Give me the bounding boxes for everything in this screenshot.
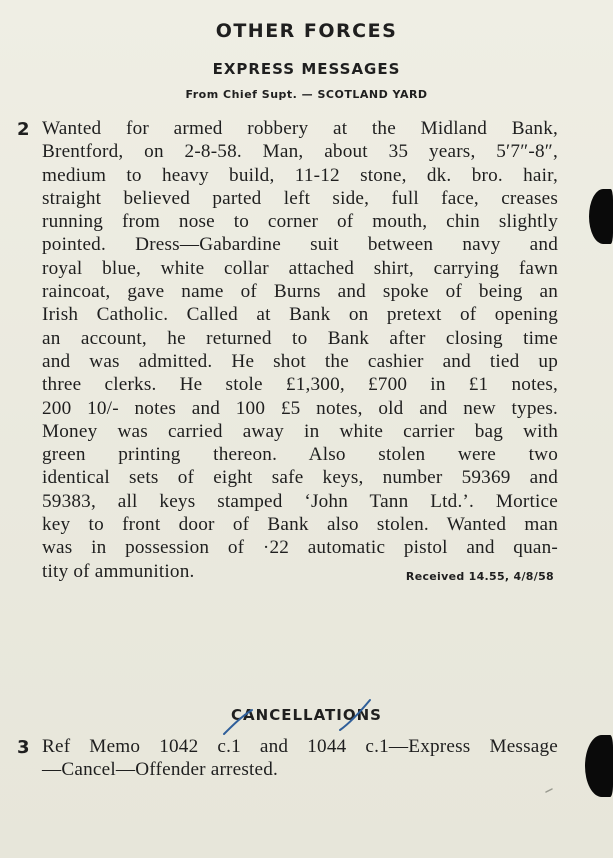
cancellation-line: Ref Memo 1042 c.1 and 1044 c.1—Express Message: [42, 736, 558, 757]
message-line: royal blue, white collar attached shirt, carrying fawn: [42, 257, 558, 279]
message-line: key to front door of Bank also stolen. Wanted man: [42, 514, 558, 536]
section-subtitle: EXPRESS MESSAGES: [212, 60, 401, 78]
message-line: and was admitted. He shot the cashier and tied up: [42, 350, 558, 372]
message-line: pointed. Dress—Gabardine suit between navy and: [42, 234, 558, 256]
message-line: an account, he returned to Bank after closing time: [42, 327, 558, 349]
item-number: 2: [17, 119, 30, 140]
message-line: Irish Catholic. Called at Bank on pretext of opening: [42, 304, 558, 326]
from-line: From Chief Supt. — SCOTLAND YARD: [185, 88, 428, 101]
cancellation-line: —Cancel—Offender arrested.: [42, 759, 279, 781]
message-line: 200 10/- notes and 100 £5 notes, old and new types.: [42, 397, 558, 419]
cancellations-heading: CANCELLATIONS: [231, 706, 382, 724]
received-stamp: Received 14.55, 4/8/58: [405, 569, 554, 583]
message-line: identical sets of eight safe keys, number 59369 and: [42, 467, 558, 489]
message-line-text: tity of ammunition.: [42, 560, 195, 582]
message-line: was in possession of ·22 automatic pistol and quan-: [42, 537, 558, 559]
message-body: [42, 117, 558, 583]
message-line: straight believed parted left side, full face, creases: [42, 187, 558, 209]
message-line-last: [42, 560, 558, 583]
ink-smudge: [585, 735, 613, 797]
cancellation-body: [42, 735, 558, 782]
message-line: three clerks. He stole £1,300, £700 in £1 notes,: [42, 374, 558, 396]
message-line: Brentford, on 2-8-58. Man, about 35 years, 5′7″-8″,: [42, 141, 558, 163]
ink-smudge: [589, 189, 613, 244]
message-line: medium to heavy build, 11-12 stone, dk. bro. hair,: [42, 164, 558, 186]
message-line: raincoat, gave name of Burns and spoke of being an: [42, 281, 558, 303]
message-line: Money was carried away in white carrier bag with: [42, 420, 558, 442]
page-title: OTHER FORCES: [215, 20, 398, 42]
message-line: 59383, all keys stamped ‘John Tann Ltd.’. Mortice: [42, 490, 558, 512]
item-number: 3: [17, 737, 30, 758]
message-line: green printing thereon. Also stolen were two: [42, 444, 558, 466]
message-line: running from nose to corner of mouth, chin slightly: [42, 211, 558, 233]
message-line: Wanted for armed robbery at the Midland Bank,: [42, 118, 558, 139]
pen-tick-mark: [546, 789, 552, 792]
